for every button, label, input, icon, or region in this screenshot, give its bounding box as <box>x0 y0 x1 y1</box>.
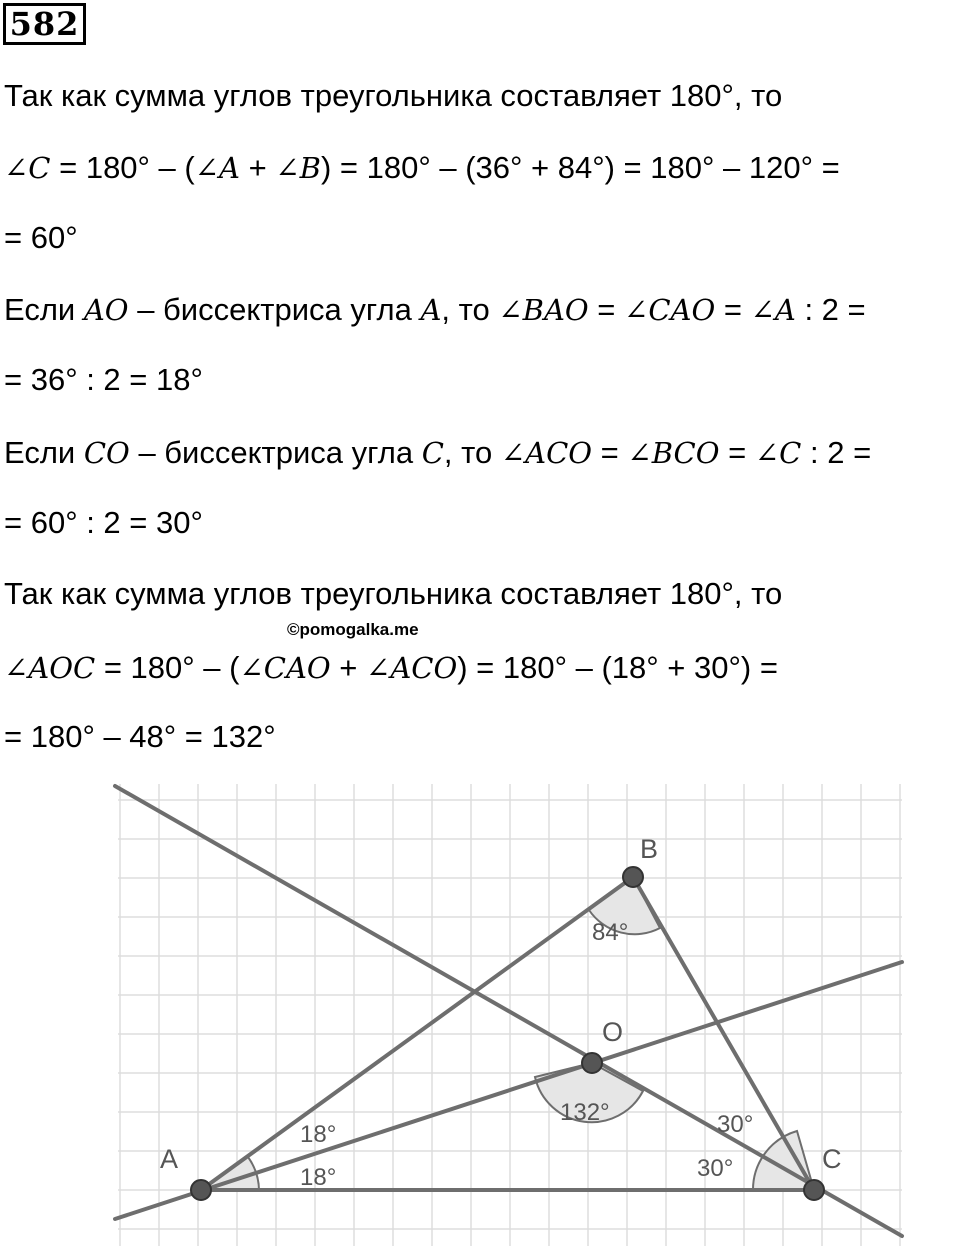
geometry-figure <box>0 770 960 1246</box>
point-a <box>191 1180 211 1200</box>
math-expression: ∠CAO <box>239 651 331 685</box>
math-expression: ∠C <box>4 151 51 185</box>
math-expression: AO <box>83 293 129 327</box>
angle-label-b: 84° <box>592 919 629 946</box>
math-expression: ∠AOC <box>4 651 96 685</box>
text-segment: = <box>715 292 751 327</box>
point-o <box>582 1053 602 1073</box>
text-segment: = <box>592 435 628 470</box>
text-line <box>4 717 276 757</box>
angle-label-a-lower: 18° <box>300 1164 337 1191</box>
text-segment: = 60° <box>4 220 78 255</box>
text-line <box>4 290 866 330</box>
point-c <box>804 1180 824 1200</box>
text-segment: Так как сумма углов треугольника составляет 180°, то <box>4 576 783 611</box>
math-expression: C <box>421 436 444 470</box>
text-segment: : 2 = <box>795 292 866 327</box>
text-line <box>4 218 78 258</box>
point-b <box>623 867 643 887</box>
text-segment: Если <box>4 292 84 327</box>
math-expression: ∠C <box>754 436 802 470</box>
label-o: O <box>602 1017 624 1047</box>
text-segment: Если <box>4 435 84 470</box>
math-expression: ∠ACO <box>500 436 593 470</box>
text-segment: ) = 180° – (18° + 30°) = <box>457 650 778 685</box>
label-b: B <box>640 834 659 864</box>
text-segment: + <box>330 650 367 685</box>
math-expression: ∠ACO <box>366 651 458 685</box>
text-segment: Так как сумма углов треугольника составляет 180°, то <box>4 78 783 113</box>
text-line <box>4 433 871 473</box>
math-expression: ∠A <box>194 151 240 185</box>
watermark: ©pomogalka.me <box>287 620 419 639</box>
math-expression: ∠BCO <box>627 436 720 470</box>
text-line <box>4 76 782 116</box>
text-segment: – биссектриса угла <box>129 435 422 470</box>
task-number: 582 <box>3 3 86 45</box>
text-segment: = 180° – 48° = 132° <box>4 719 276 754</box>
angle-label-c-upper: 30° <box>717 1111 754 1138</box>
angle-label-a-upper: 18° <box>300 1121 337 1148</box>
text-segment: ) = 180° – (36° + 84°) = 180° – 120° = <box>320 150 840 185</box>
text-segment: = <box>719 435 755 470</box>
text-segment: , то <box>441 292 499 327</box>
text-segment: = 180° – ( <box>50 150 195 185</box>
text-line <box>4 574 782 614</box>
label-a: A <box>160 1144 179 1174</box>
text-line <box>4 648 778 688</box>
math-expression: A <box>420 293 442 327</box>
text-segment: : 2 = <box>801 435 872 470</box>
text-segment: = 60° : 2 = 30° <box>4 505 203 540</box>
text-segment: = <box>588 292 625 327</box>
text-line <box>4 360 203 400</box>
text-segment: = 36° : 2 = 18° <box>4 362 203 397</box>
text-segment: , то <box>443 435 501 470</box>
text-segment: + <box>240 150 276 185</box>
math-expression: ∠CAO <box>624 293 716 327</box>
angle-label-o: 132° <box>560 1099 610 1126</box>
math-expression: ∠B <box>275 151 321 185</box>
math-expression: ∠A <box>750 293 796 327</box>
text-line <box>4 503 203 543</box>
text-segment: = 180° – ( <box>95 650 240 685</box>
math-expression: CO <box>83 436 130 470</box>
math-expression: ∠BAO <box>498 293 589 327</box>
text-segment: – биссектриса угла <box>128 292 421 327</box>
angle-label-c-lower: 30° <box>697 1155 734 1182</box>
label-c: C <box>822 1144 842 1174</box>
text-line <box>4 148 840 188</box>
